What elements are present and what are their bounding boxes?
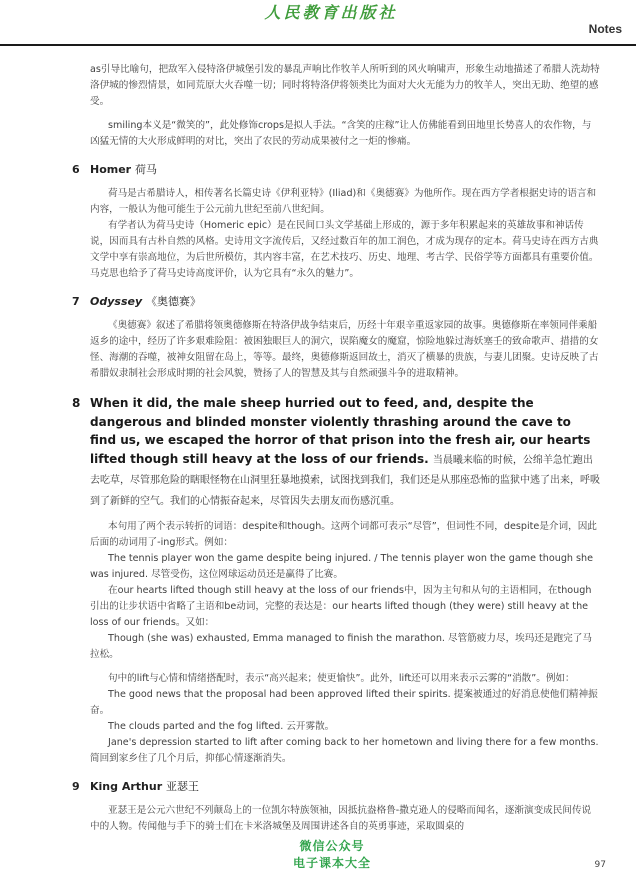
note-number: 9 xyxy=(72,780,80,793)
note-title-en: Odyssey xyxy=(90,295,143,308)
watermark-line-2: 电子课本大全 xyxy=(292,856,371,870)
note-title-en: Homer xyxy=(90,163,132,176)
watermark-line-1: 微信公众号 xyxy=(299,839,365,853)
note-8-paragraph-3: 句中的lift与心情和情绪搭配时，表示“高兴起来；使更愉快”。此外，lift还可以用来表示云雾的“消散”。例如： xyxy=(108,673,575,684)
note-6-heading xyxy=(0,162,636,178)
note-9-heading xyxy=(0,779,636,795)
note-7-heading xyxy=(0,294,636,310)
publisher-logo: 人民教育出版社 xyxy=(264,3,398,22)
section-label: Notes xyxy=(588,22,622,36)
note-number: 6 xyxy=(72,163,80,176)
notes-content xyxy=(0,62,636,835)
note-8-example-5: Jane's depression started to lift after coming back to her hometown and living there for a few months. 简回到家乡住了几个月后，抑郁心情逐渐消失。 xyxy=(90,737,599,764)
note-8-example-4: The clouds parted and the fog lifted. 云开雾散。 xyxy=(108,721,335,732)
note-title-en: King Arthur xyxy=(90,780,163,793)
note-6-paragraph-2: 有学者认为荷马史诗（Homeric epic）是在民间口头文学基础上形成的，源于多年积累起来的英雄故事和神话传说，因而具有古朴自然的风格。史诗用文字流传后，又经过数百年的加工润色，才成为现存的定本。荷马史诗在西方古典文学中享有崇高地位，为后世所模仿，其内容丰富，在艺术技巧、历史、地理、考古学、民俗学等方面都具有重要价值。马克思也给予了荷马史诗高度评价，认为它具有“永久的魅力”。 xyxy=(90,220,599,279)
header-rule xyxy=(0,44,636,46)
note-6-paragraph-1: 荷马是古希腊诗人，相传著名长篇史诗《伊利亚特》(Iliad)和《奥德赛》为他所作。现在西方学者根据史诗的语言和内容，一般认为他可能生于公元前九世纪至前八世纪间。 xyxy=(90,188,597,215)
quote-cn: 当晨曦来临的时候，公绵羊急忙跑出去吃草，尽管那危险的瞎眼怪物在山洞里狂暴地摸索，试图找到我们，我们还是从那座恐怖的监狱中逃了出来，呼吸到了新鲜的空气。我们的心情振奋起来，尽管因失去朋友而伤感沉重。 xyxy=(90,454,600,507)
note-8-example-3: The good news that the proposal had been approved lifted their spirits. 提案被通过的好消息使他们精神振奋。 xyxy=(90,689,598,716)
page-number: 97 xyxy=(594,860,606,870)
intro-paragraph-2: smiling本义是“微笑的”，此处修饰crops是拟人手法。“含笑的庄稼”让人仿佛能看到田地里长势喜人的农作物，与凶猛无情的大火形成鲜明的对比，突出了农民的劳动成果被付之一炬的惨痛。 xyxy=(90,120,592,147)
note-number: 7 xyxy=(72,295,80,308)
note-7-paragraph-1: 《奥德赛》叙述了希腊将领奥德修斯在特洛伊战争结束后，历经十年艰辛重返家园的故事。奥德修斯在率领同伴乘船返乡的途中，经历了许多艰难险阻：被困独眼巨人的洞穴，误陷魔女的魔窟，惊险地躲过海妖塞壬的致命歌声、措措的女怪、海潮的吞噬，被神女阻留在岛上，等等。最终，奥德修斯返回故土，消灭了横暴的贵族，与妻儿团聚。史诗反映了古希腊奴隶制社会形成时期的社会风貌，赞扬了人的智慧及其与自然顽强斗争的进取精神。 xyxy=(90,320,599,379)
note-title-cn: 《奥德赛》 xyxy=(145,295,201,308)
quote-en: When it did, the male sheep hurried out to feed, and, despite the dangerous and blinded monster violently thrashing around the cave to find us, we escaped the horror of that prison into the fresh air, our hearts lifted though still heavy at the loss of our friends. xyxy=(90,396,591,466)
note-8-quote xyxy=(0,394,636,511)
note-8-example-1: The tennis player won the game despite being injured. / The tennis player won the game though she was injured. 尽管受伤，这位网球运动员还是赢得了比赛。 xyxy=(90,553,594,580)
intro-paragraph-1: as引导比喻句，把敌军入侵特洛伊城堡引发的暴乱声响比作牧羊人所听到的风火响啸声，形象生动地描述了希腊人洗劫特洛伊城的惨烈情景，如同荒原大火吞噬一切；同时将特洛伊将领类比为面对大火无能为力的牧羊人，突出无助、绝望的感受。 xyxy=(90,64,600,107)
note-title-cn: 亚瑟王 xyxy=(165,780,199,793)
note-8-paragraph-1: 本句用了两个表示转折的词语：despite和though。这两个词都可表示“尽管”，但词性不同，despite是介词，因此后面的动词用了-ing形式。例如： xyxy=(90,521,597,548)
note-8-example-2: Though (she was) exhausted, Emma managed to finish the marathon. 尽管筋疲力尽，埃玛还是跑完了马拉松。 xyxy=(90,633,592,660)
note-9-paragraph-1: 亚瑟王是公元六世纪不列颠岛上的一位凯尔特族领袖，因抵抗盎格鲁-撒克逊人的侵略而闻名，逐渐演变成民间传说中的人物。传闻他与手下的骑士们在卡米洛城堡及周围讲述各自的英勇事迹，采取圆桌的 xyxy=(90,805,592,832)
note-number: 8 xyxy=(72,396,81,410)
watermark xyxy=(252,838,412,872)
note-8-paragraph-2: 在our hearts lifted though still heavy at the loss of our friends中，因为主句和从句的主语相同，在though引出的让步状语中省略了主语和be动词，完整的表达是：our hearts lifted though (they were) still heavy at the loss of our friends。又如： xyxy=(90,585,592,628)
note-title-cn: 荷马 xyxy=(134,163,157,176)
